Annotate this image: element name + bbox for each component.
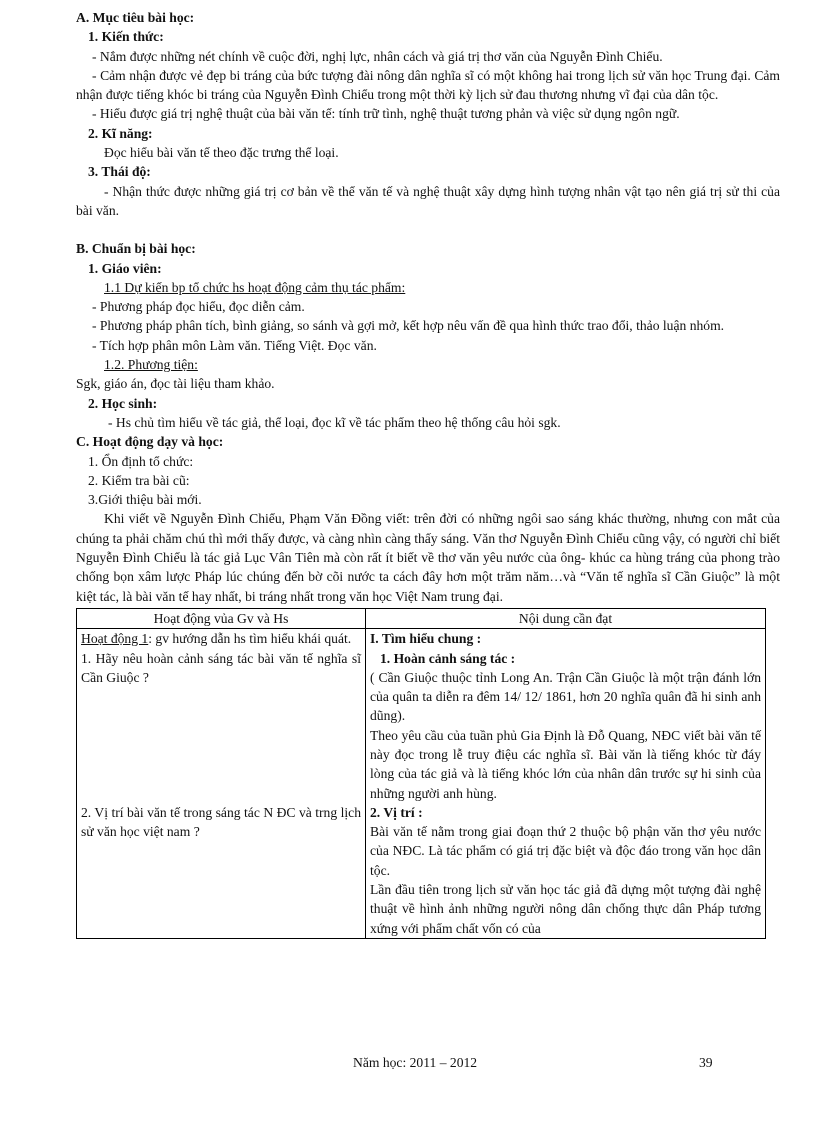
content-heading-1a: 1. Hoàn cảnh sáng tác :: [380, 650, 516, 666]
means-text: Sgk, giáo án, đọc tài liệu tham khảo.: [76, 376, 275, 392]
student-text: - Hs chủ tìm hiểu về tác giả, thể loại, đọc kĩ về tác phẩm theo hệ thống câu hỏi sgk.: [108, 414, 561, 430]
knowledge-item: - Nắm được những nét chính về cuộc đời, nghị lực, nhân cách và giá trị thơ văn của Nguyễn Đình Chiểu.: [92, 48, 663, 64]
knowledge-title: 1. Kiến thức:: [88, 29, 164, 45]
plan-item: - Phương pháp phân tích, bình giảng, so sánh và gợi mở, kết hợp nêu vấn đề qua hình thức trao đổi, thảo luận nhóm.: [92, 318, 725, 334]
step-item: 1. Ổn định tổ chức:: [88, 453, 194, 469]
header-content: Nội dung cần đạt: [366, 608, 766, 628]
section-b-title: B. Chuẩn bị bài học:: [76, 241, 196, 257]
table-row: [77, 629, 766, 939]
plan-item: - Phương pháp đọc hiểu, đọc diễn cảm.: [92, 299, 305, 315]
lesson-table: [76, 608, 766, 939]
step-item: 2. Kiểm tra bài cũ:: [88, 472, 190, 488]
content-paragraph: Bài văn tế nằm trong giai đoạn thứ 2 thuộc bộ phận văn thơ yêu nước của NĐC. Là tác phẩm có giá trị đặc biệt và độc đáo trong văn học dân tộc.: [370, 824, 761, 878]
section-a-title: A. Mục tiêu bài học:: [76, 10, 195, 25]
school-year: Năm học: 2011 – 2012: [353, 1055, 478, 1070]
question-2: 2. Vị trí bài văn tế trong sáng tác N ĐC và trng lịch sử văn học việt nam ?: [81, 805, 361, 840]
content-paragraph: ( Cần Giuộc thuộc tỉnh Long An. Trận Cần Giuộc là một trận đánh lớn của quân ta diễn ra đêm 14/ 12/ 1861, hơn 20 nghĩa quân đã hi sinh anh dũng).: [370, 669, 761, 724]
content-cell: [366, 629, 766, 939]
document-page: [76, 8, 780, 939]
teacher-title: 1. Giáo viên:: [88, 260, 162, 276]
intro-paragraph: Khi viết về Nguyễn Đình Chiểu, Phạm Văn Đồng viết: trên đời có những ngôi sao sáng khác thường, nhưng con mắt của chúng ta phải chăm chú thì mới thấy được, và càng nhìn càng thấy sáng. Văn thơ Nguyễn Đình Chiểu cũng vậy, có người chỉ biết Nguyễn Đình Chiểu là tác giả Lục Vân Tiên mà còn rất ít biết về thơ văn yêu nước của ông- khúc ca hùng tráng của phong trào chống bọn xâm lược Pháp lúc chúng đến bờ cõi nước ta cách đây hơn một trăm năm…và “Văn tế nghĩa sĩ Cần Giuộc” là một kiệt tác, là bài văn tế hay nhất, bi tráng nhất trong văn học Việt Nam trung đại.: [76, 511, 780, 604]
plan-item: - Tích hợp phân môn Làm văn. Tiếng Việt. Đọc văn.: [92, 337, 377, 353]
means-title: 1.2. Phương tiện:: [104, 357, 198, 373]
content-paragraph: Lần đầu tiên trong lịch sử văn học tác giả đã dựng một tượng đài nghệ thuật về hình ảnh những người nông dân chống thực dân Pháp tương xứng với phẩm chất vốn có của: [370, 882, 761, 936]
content-paragraph: Theo yêu cầu của tuần phủ Gia Định là Đỗ Quang, NĐC viết bài văn tế này đọc trong lễ truy điệu các nghĩa sĩ. Bài văn là tiếng khóc từ đáy lòng của tác giả và là tiếng khóc lớn của nhân dân trước sự hi sinh của những người anh hùng.: [370, 727, 761, 801]
question-1: 1. Hãy nêu hoàn cảnh sáng tác bài văn tế nghĩa sĩ Cần Giuộc ?: [81, 650, 361, 685]
activity-label: Hoạt động 1: [81, 631, 149, 647]
content-heading-2: 2. Vị trí :: [370, 804, 423, 820]
skill-title: 2. Kĩ năng:: [88, 125, 153, 141]
knowledge-item: - Cảm nhận được vẻ đẹp bi tráng của bức tượng đài nông dân nghĩa sĩ có một không hai trong lịch sử văn học Trung đại. Cảm nhận được tiếng khóc bi tráng của Nguyễn Đình Chiểu trong một thời kỳ lịch sử đau thương nhưng vĩ đại của dân tộc.: [76, 67, 780, 103]
student-title: 2. Học sinh:: [88, 395, 158, 411]
attitude-title: 3. Thái độ:: [88, 164, 151, 180]
step-item: 3.Giới thiệu bài mới.: [88, 492, 202, 508]
attitude-text: - Nhận thức được những giá trị cơ bản về thể văn tế và nghệ thuật xây dựng hình tượng nhân vật tạo nên giá trị sử thi của bài văn.: [76, 183, 780, 218]
section-c-title: C. Hoạt động dạy và học:: [76, 434, 224, 450]
header-activities: Hoạt động vủa Gv và Hs: [77, 608, 366, 628]
activity-text: : gv hướng dẫn hs tìm hiểu khái quát.: [148, 631, 352, 647]
knowledge-item: - Hiểu được giá trị nghệ thuật của bài văn tế: tính trữ tình, nghệ thuật tương phản và việc sử dụng ngôn ngữ.: [92, 106, 680, 122]
activities-cell: [77, 629, 366, 939]
skill-text: Đọc hiểu bài văn tế theo đặc trưng thể loại.: [104, 145, 339, 161]
content-heading-1: I. Tìm hiểu chung :: [370, 631, 482, 647]
page-number: 39: [699, 1055, 713, 1070]
table-header-row: [77, 608, 766, 628]
plan-title: 1.1 Dự kiến bp tổ chức hs hoạt động cảm thụ tác phẩm:: [104, 279, 406, 295]
